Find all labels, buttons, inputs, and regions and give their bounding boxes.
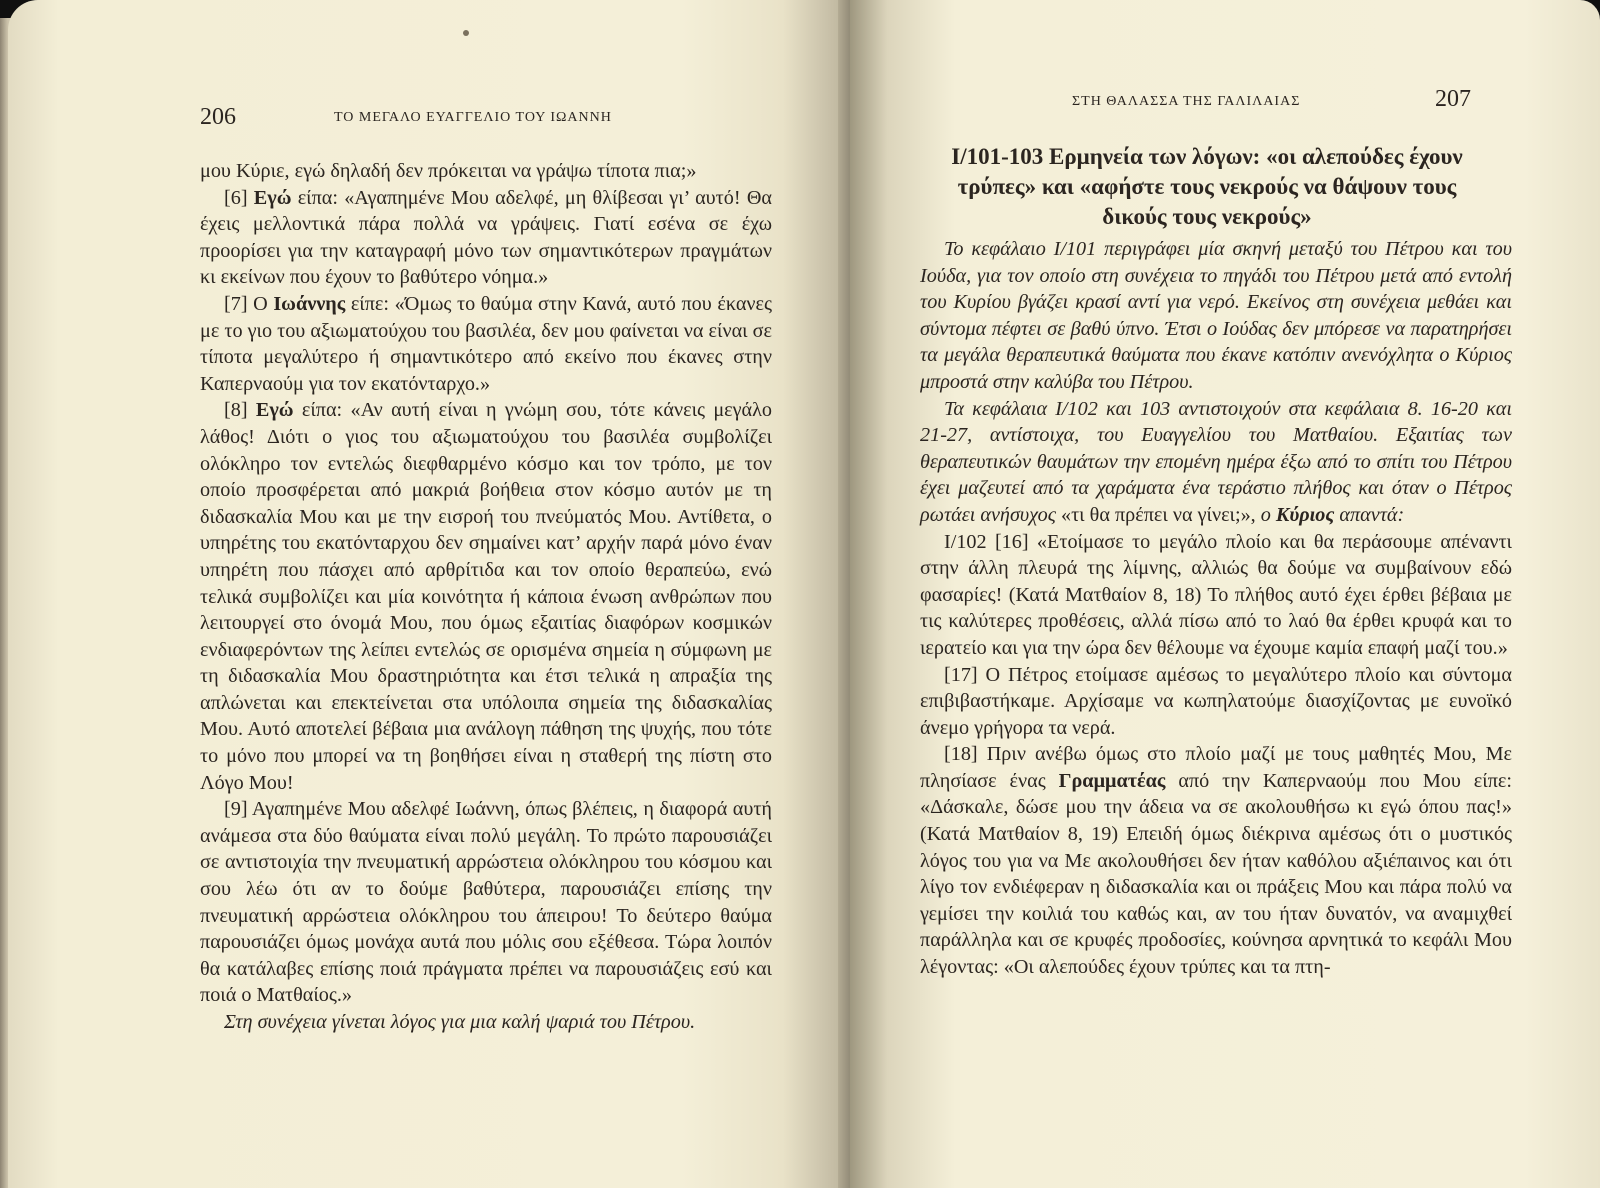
chapter-title: I/101-103 Ερμηνεία των λόγων: «οι αλεπούδες έχουν τρύπες» και «αφήστε τους νεκρούς να θάψουν τους δικούς τους νεκρούς» (951, 144, 1463, 229)
left-page-number: 206 (200, 104, 236, 130)
paragraph: [7] Ο Ιωάννης είπε: «Όμως το θαύμα στην Κανά, αυτό που έκανες με το γιο του αξιωματούχου του βασιλέα, δεν μου φαίνεται να είναι σε τίποτα μεγαλύτερο ή σημαντικότερο από εκείνο που έκανες στην Καπερναούμ για τον εκατόνταρχο.» (200, 292, 772, 395)
print-speck (463, 30, 469, 36)
paragraph: μου Κύριε, εγώ δηλαδή δεν πρόκειται να γράψω τίποτα πια;» (200, 160, 697, 182)
paragraph: [9] Αγαπημένε Μου αδελφέ Ιωάννη, όπως βλέπεις, η διαφορά αυτή ανάμεσα στα δύο θαύματα είναι πολύ μεγάλη. Το πρώτο παρουσιάζει σε αντιστοιχία την πνευματική αρρώστεια ολόκληρου του κόσμου και σου λέω ότι αν το δούμε βαθύτερα, παρουσιάζει επίσης την πνευματική αρρώστεια ολόκληρου του άπειρου! Το δεύτερο θαύμα παρουσιάζει όμως μονάχα αυτά που μόλις σου εξέθεσα. Τώρα λοιπόν θα κατάλαβες επίσης ποιά πράγματα πρέπει να παρουσιάζεις εσύ και ποιά ο Ματθαίος.» (200, 798, 772, 1007)
left-body-text (200, 158, 772, 1036)
intro-paragraph: Το κεφάλαιο I/101 περιγράφει μία σκηνή μεταξύ του Πέτρου και του Ιούδα, για τον οποίο στη συνέχεια το πηγάδι του Πέτρου μετά από εντολή του Κυρίου βγάζει κρασί αντί για νερό. Εκείνος στη συνέχεια μεθάει και σύντομα πέφτει σε βαθύ ύπνο. Έτσι ο Ιούδας δεν μπόρεσε να παρατηρήσει τα μεγάλα θεραπευτικά θαύματα που έκανε κατόπιν ανενόχλητα ο Κύριος μπροστά στην καλύβα του Πέτρου. (920, 238, 1512, 393)
paragraph: Στη συνέχεια γίνεται λόγος για μια καλή ψαριά του Πέτρου. (224, 1011, 696, 1033)
right-page (850, 0, 1600, 1188)
paragraph: I/102 [16] «Ετοίμασε το μεγάλο πλοίο και θα περάσουμε απέναντι στην άλλη πλευρά της λίμνης, αλλιώς θα δούμε να συμβαίνουν εδώ φασαρίες! (Κατά Ματθαίον 8, 18) Το πλήθος αυτό έχει έρθει βέβαια με τις καλύτερες προθέσεις, αλλά πίσω από το λαό θα έρθει κρυφά και το ιερατείο και για την ώρα δεν θέλουμε να έχουμε καμία επαφή μαζί του.» (920, 530, 1512, 659)
left-page (8, 0, 850, 1188)
right-running-header: ΣΤΗ ΘΑΛΑΣΣΑ ΤΗΣ ΓΑΛΙΛΑΙΑΣ (1072, 94, 1301, 109)
paragraph: [6] Εγώ είπα: «Αγαπημένε Μου αδελφέ, μη θλίβεσαι γι’ αυτό! Θα έχεις μελλοντικά πάρα πολλά να γράψεις. Γιατί εσένα σε έχω προορίσει για την καταγραφή μόνο των σημαντικότερων πραγμάτων κι εκείνων που έχουν το βαθύτερο νόημα.» (200, 186, 772, 289)
paragraph: [17] Ο Πέτρος ετοίμασε αμέσως το μεγαλύτερο πλοίο και σύντομα επιβιβαστήκαμε. Αρχίσαμε να κωπηλατούμε διασχίζοντας με ευνοϊκό άνεμο γρήγορα τα νερά. (920, 663, 1512, 739)
right-body-text (920, 236, 1512, 981)
paragraph: [18] Πριν ανέβω όμως στο πλοίο μαζί με τους μαθητές Μου, Με πλησίασε ένας Γραμματέας από την Καπερναούμ που Μου είπε: «Δάσκαλε, δώσε μου την άδεια να σε ακολουθήσω κι εγώ όπου πας!» (Κατά Ματθαίον 8, 19) Επειδή όμως διέκρινα αμέσως ότι ο μυστικός λόγος του για να Με ακολουθήσει δεν ήταν καθόλου αξιέπαινος και ότι λίγο τον ενδιέφεραν η διδασκαλία και οι πράξεις Μου και πάρα πολύ να γεμίσει την κοιλιά του καθώς και, αν του ήταν δυνατόν, να αναμιχθεί παράλληλα και σε κρυφές προδοσίες, κούνησα αρνητικά το κεφάλι Μου λέγοντας: «Οι αλεπούδες έχουν τρύπες και τα πτη- (920, 743, 1512, 979)
paragraph: [8] Εγώ είπα: «Αν αυτή είναι η γνώμη σου, τότε κάνεις μεγάλο λάθος! Διότι ο γιος του αξιωματούχου του βασιλέα συμβολίζει ολόκληρο τον εντελώς διεφθαρμένο κόσμο και τον τρόπο, με τον οποίο προσφέρεται από μακριά βοήθεια στον κόσμο αυτόν με τη διδασκαλία Μου και με την εισροή του πνεύματός Μου. Αντίθετα, ο υπηρέτης του εκατόνταρχου δεν σημαίνει κατ’ αρχήν παρά μόνο έναν υπηρέτη που πάσχει από αρθρίτιδα και τον οποίο θεραπεύω, ενώ τελικά συμβολίζει και μία κοινότητα ή κάποια ένωση ανθρώπων που λειτουργεί στο όνομά Μου, που όμως εξαιτίας διαφόρων κοσμικών ενδιαφερόντων της λείπει εντελώς σε ορισμένα σημεία η σύμφωνη με τη διδασκαλία Μου δραστηριότητα και έτσι τελικά η απραξία της απλώνεται και επεκτείνεται στα υπόλοιπα σημεία της διδασκαλίας Μου. Αυτό αποτελεί βέβαια μια ανάλογη πάθηση της ψυχής, που τότε το μόνο που μπορεί να τη βοηθήσει είναι η σταθερή της πίστη στο Λόγο Μου! (200, 399, 772, 794)
intro-paragraph: Τα κεφάλαια I/102 και 103 αντιστοιχούν στα κεφάλαια 8. 16-20 και 21-27, αντίστοιχα, του Ευαγγελίου του Ματθαίου. Εξαιτίας των θεραπευτικών θαυμάτων την επομένη ημέρα έξω από το σπίτι του Πέτρου έχει μαζευτεί από τα χαράματα ένα τεράστιο πλήθος και όταν ο Πέτρος ρωτάει ανήσυχος «τι θα πρέπει να γίνει;», ο Κύριος απαντά: (920, 397, 1512, 526)
left-running-header: ΤΟ ΜΕΓΑΛΟ ΕΥΑΓΓΕΛΙΟ ΤΟΥ ΙΩΑΝΝΗ (334, 110, 612, 125)
right-page-number: 207 (1435, 86, 1471, 112)
